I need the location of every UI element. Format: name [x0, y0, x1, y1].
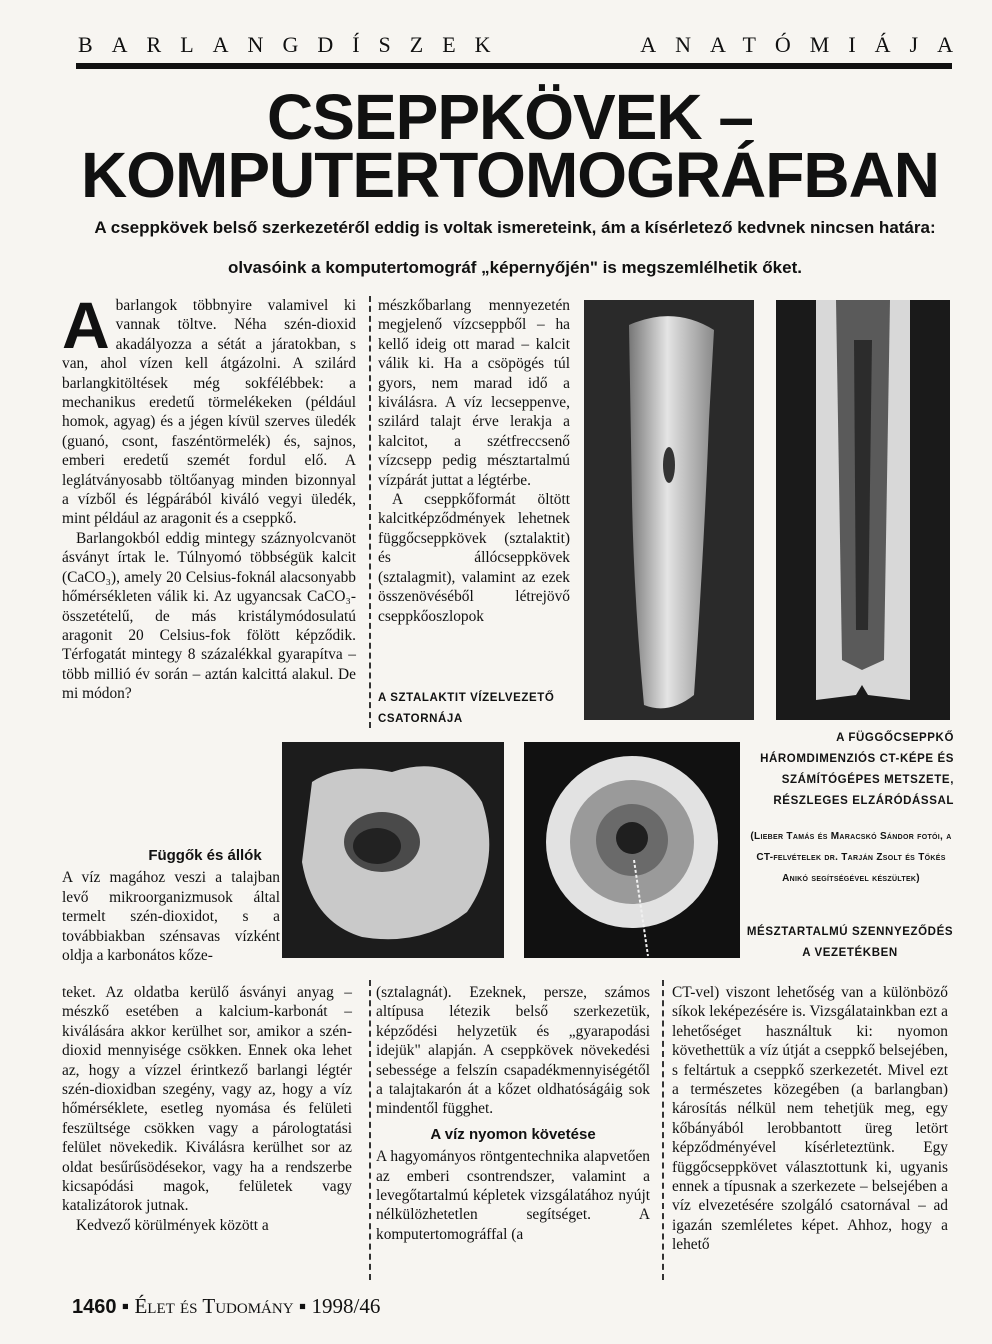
photo-ct-ring [524, 742, 740, 958]
ct-section-image [776, 300, 950, 720]
col1-paragraph-4: Kedvező körülmények között a [76, 1216, 269, 1234]
column-2 [378, 296, 570, 626]
col2-bottom-paragraph-1: (sztalagnát). Ezeknek, persze, számos altípusa létezik belső szerkezetük, képződési helyzetük és „gyarapodási idejük" alapján. A cseppkövek növekedési sebessége a felszín csapadékmennyiségétől a talajtakarón át a kőzet oldhatóságáig sok mindentől függhet. [376, 984, 650, 1118]
page-number: 1460 [72, 1296, 117, 1318]
col1-paragraph-3b: teket. Az oldatba kerülő ásványi anyag – mészkő esetében a kalcium-karbonát – kiválására akkor kerülhet sor, amikor a szén-dioxid mennyisége csökken. Ennek oka lehet az, hogy a vízzel érintkező barlangi légtér szén-dioxidban szegény, vagy az, hogy a víz hőmérséklete, esetleg nyomása és felületi feszültsége csökken vagy a párologtatási felület növekedik. Kiválásra kerülhet sor az oldat besűrűsödésekor, vagy ha a rendszerbe kicsapódási magok, felületek vagy katalizátorok jutnak. [62, 984, 352, 1215]
section-label-left: BARLANGDÍSZEK [78, 32, 510, 57]
column-divider [662, 980, 664, 1280]
footer-separator: ▪ [121, 1294, 135, 1318]
journal-name: Élet és Tudomány [134, 1294, 294, 1318]
photo-credit: (Lieber Tamás és Maracskó Sándor fotói, a CT-felvételek dr. Tarján Zsolt és Tőkés Anikó segítségével készültek) [750, 831, 952, 884]
lead-line-1: A cseppkövek belső szerkezetéről eddig is voltak ismereteink, ám a kísérletező kedvnek nincsen határa: [94, 218, 936, 237]
article-title [60, 81, 960, 211]
lead-line-2: olvasóink a komputertomográf „képernyőjén" is megszemlélhetik őket. [228, 258, 802, 277]
col2-paragraph-1: mészkőbarlang mennyezetén megjelenő vízcseppből – ha kellő ideig ott marad – kalcit válik ki. Ha a csöpögés túl gyors, nem marad idő a kiválásra. A víz lecseppenve, szilárd talajt érve lerakja a kalcitot, a szétfreccsenő vízcsepp pedig mésztartalmú vízpárát juttat a légtérbe. [378, 297, 570, 489]
caption-sztalaktit: A SZTALAKTIT VÍZELVEZETŐ CSATORNÁJA [378, 692, 555, 725]
cross-section-image [282, 742, 504, 958]
col3-bottom-paragraph-1: CT-vel) viszont lehetőség van a különböző síkok leképezésére is. Vizsgálatainkban ezt a lehetőséget használtuk ki: nyomon követhettük a víz útját a cseppkő belsejében, s feltártuk a cseppkő szerkezetét. Mivel ezt a természetes közegében (a barlangban) károsítás nélkül nem tehetjük meg, egy kőbányából lerobbantott üreg letört képződményével kísérleteztünk. Egy függőcseppkövet választottunk ki, ugyanis ennek a típusnak a szerkezete – belsejében a víz elvezetésére szolgáló csatornával – ad igazán szemléletes képet. Ahhoz, hogy a lehető [672, 984, 948, 1254]
photo-cross-section [282, 742, 504, 958]
column-divider [369, 296, 371, 728]
page-footer [72, 1294, 380, 1319]
title-line-2: KOMPUTERTOMOGRÁFBAN [81, 139, 939, 211]
ct-ring-image [524, 742, 740, 958]
photo-stalactite-3d [584, 300, 754, 720]
issue-number: 1998/46 [311, 1294, 381, 1318]
photo-ct-section [776, 300, 950, 720]
section-label [78, 32, 972, 62]
stalactite-3d-image [584, 300, 754, 720]
column-3-bottom [672, 983, 948, 1255]
title-line-1: CSEPPKÖVEK – [267, 81, 753, 153]
subhead-viz-nyomon: A víz nyomon követése [430, 1125, 596, 1143]
caption-ct: A FÜGGŐCSEPPKŐ HÁROMDIMENZIÓS CT-KÉPE ÉS SZÁMÍTÓGÉPES METSZETE, RÉSZLEGES ELZÁRÓDÁSSAL [760, 732, 954, 807]
col2-paragraph-2: A cseppkőformát öltött kalcitképződmények lehetnek függőcseppkövek (sztalaktit) és állócseppkövek (sztalagmit), valamint az ezek összenövéséből létrejövő cseppkőoszlopok [378, 491, 570, 625]
column-1-bottom [62, 983, 352, 1235]
column-2-bottom [376, 983, 650, 1244]
paragraph [62, 288, 356, 529]
footer-separator: ▪ [298, 1294, 312, 1318]
column-1 [62, 288, 356, 704]
col1-paragraph-3a: A víz magához veszi a talajban levő mikroorganizmusok által termelt szén-dioxidot, s a továbbiakban szénsavas vízként oldja a karbonátos kőze- [62, 869, 280, 965]
col2-bottom-paragraph-2: A hagyományos röntgentechnika alapvetően az emberi csontrendszer, valamint a levegőtartalmú képletek vizsgálatához nyújt nélkülözhetetlen segítséget. A komputertomográffal (a [376, 1148, 650, 1243]
col1-paragraph-2: Barlangokból eddig mintegy száznyolcvanöt ásványt írtak le. Túlnyomó többségük kalcit (CaCO₃), amely 20 Celsius-foknál alacsonyabb hőmérsékleten válik ki. Az ugyancsak CaCO₃-összetételű, de más kristálymódosulatú aragonit 20 Celsius-fok fölött képződik. Térfogatát mintegy 8 százalékkal gyarapítva – több millió év során – aztán kalcittá alakul. De mi módon? [62, 529, 356, 703]
col1-paragraph-1: barlangok többnyire valamivel ki vannak töltve. Néha szén-dioxid akadályozza a sétát a járatokban, s van, ahol vízen kell átgázolni. A szilárd barlangkitöltések még sokfélébbek: a mechanikus eredetű törmelékeken (például homok, agyag) és a jégen kívül szerves üledék (guanó, csont, faszéntörmelék) és, sajnos, emberi eredetű szemét fordul elő. A leglátványosabb töltőanyag minden bizonnyal a vízből és légpárából kiváló vegyi üledék, mint például az aragonit és a cseppkő. [62, 297, 356, 528]
column-divider [369, 980, 371, 1280]
section-label-right: ANATÓMIÁJA [640, 32, 972, 57]
subhead-fuggok: Függők és állók [148, 847, 262, 864]
drop-cap: A [62, 288, 110, 362]
caption-szennyezodes: MÉSZTARTALMÚ SZENNYEZŐDÉS A VEZETÉKBEN [746, 926, 954, 959]
header-rule [76, 63, 952, 69]
